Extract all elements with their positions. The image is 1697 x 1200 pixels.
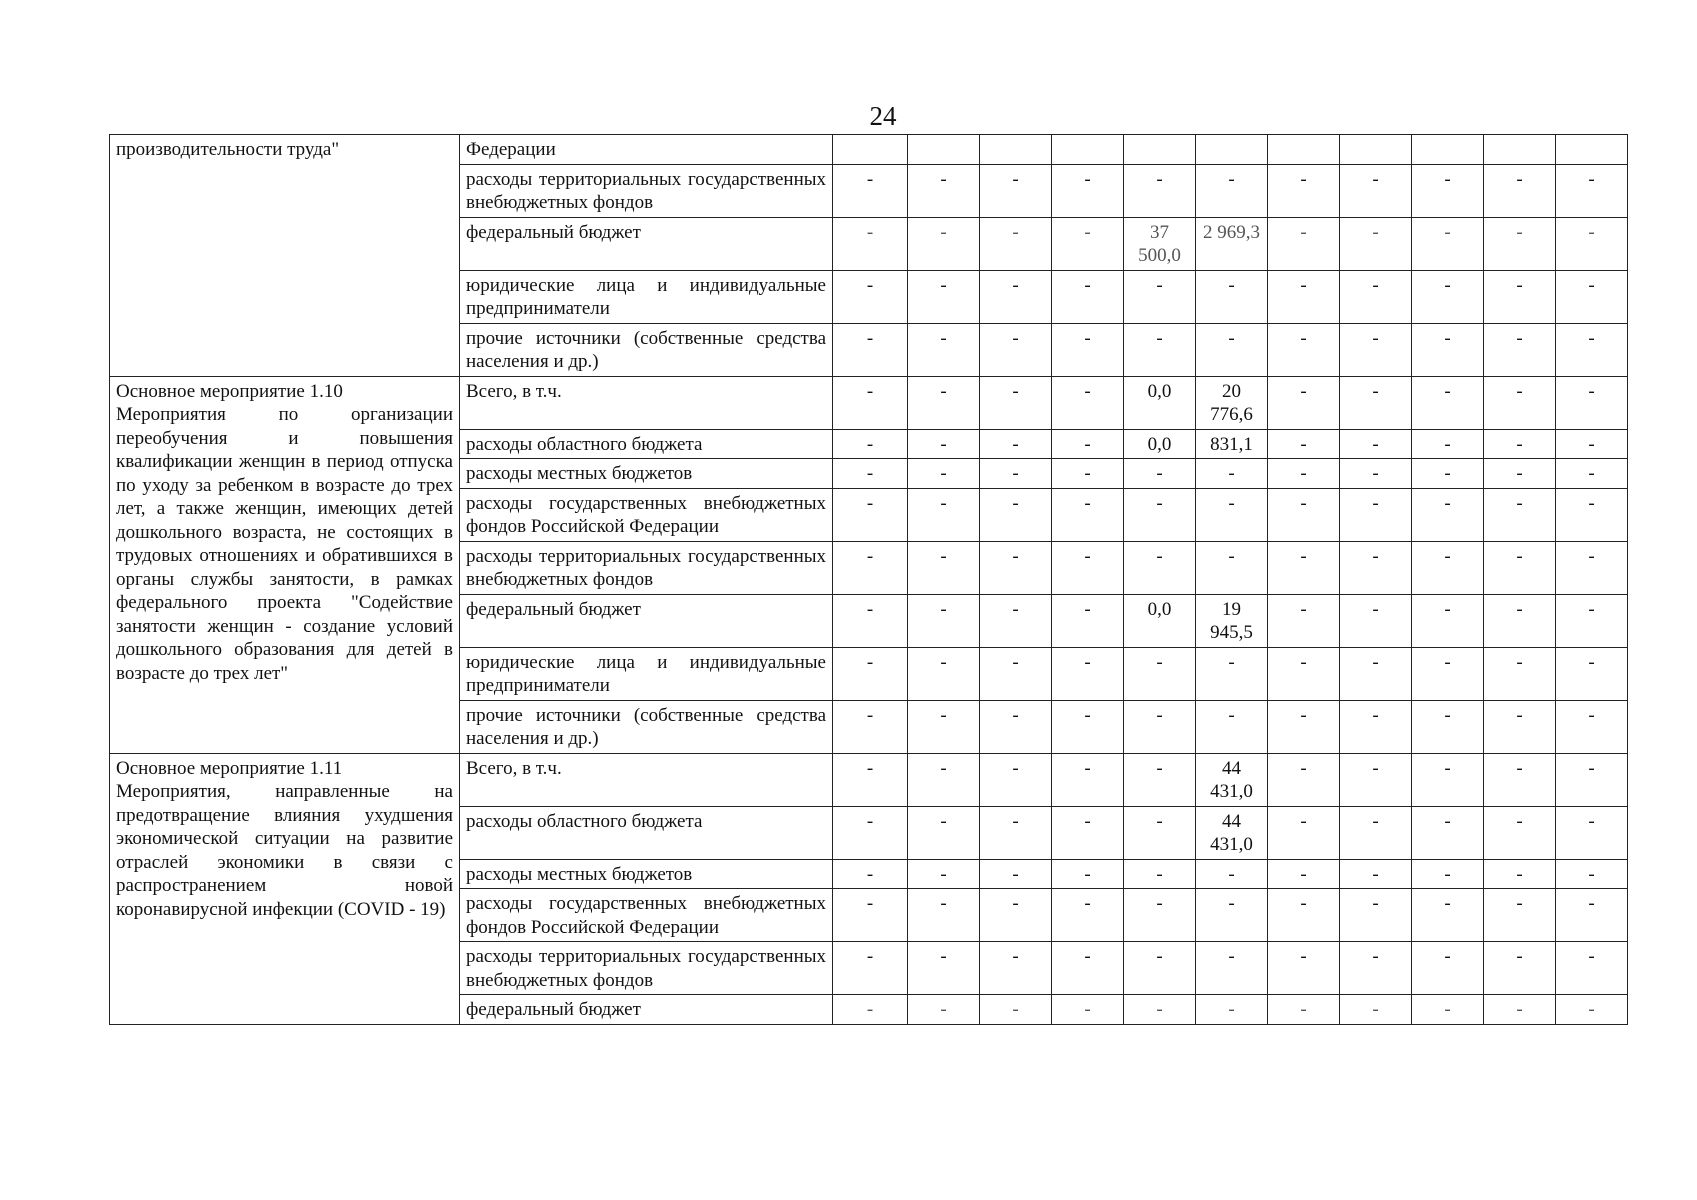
value-cell: -	[1484, 217, 1556, 270]
value-cell: -	[908, 753, 980, 806]
activity-description: Мероприятия по организации переобучения и повышения квалификации женщин в период отпуска по уходу за ребенком в возрасте до трех лет, а также женщин, имеющих детей дошкольного возраста, не состоящих в трудовых отношениях и обратившихся в органы службы занятости, в рамках федерального проекта "Содействие занятости женщин - создание условий дошкольного образования для детей в возрасте до трех лет"	[116, 404, 453, 684]
value-cell: -	[833, 217, 908, 270]
value-cell: 0,0	[1124, 376, 1196, 429]
value-cell: -	[1412, 647, 1484, 700]
value-cell: -	[1340, 700, 1412, 753]
value-cell: 0,0	[1124, 429, 1196, 459]
value-cell: -	[1340, 753, 1412, 806]
value-cell: -	[980, 164, 1052, 217]
value-cell: -	[1412, 995, 1484, 1025]
value-cell: -	[1484, 459, 1556, 489]
value-cell: 44 431,0	[1196, 753, 1268, 806]
value-cell	[980, 135, 1052, 165]
value-cell: -	[1124, 488, 1196, 541]
value-cell: -	[1340, 376, 1412, 429]
value-cell: -	[908, 164, 980, 217]
value-cell: -	[1556, 594, 1628, 647]
value-cell: -	[1484, 376, 1556, 429]
funding-source-cell: расходы территориальных государственных внебюджетных фондов	[460, 164, 833, 217]
value-cell: -	[1124, 859, 1196, 889]
value-cell: -	[1340, 459, 1412, 489]
funding-source-cell: расходы территориальных государственных внебюджетных фондов	[460, 942, 833, 995]
value-cell: -	[1556, 376, 1628, 429]
funding-source-cell: юридические лица и индивидуальные предприниматели	[460, 270, 833, 323]
value-cell: -	[980, 700, 1052, 753]
value-cell: -	[1052, 217, 1124, 270]
budget-table-body	[110, 135, 1628, 1025]
value-cell: -	[1268, 647, 1340, 700]
value-cell: -	[833, 942, 908, 995]
value-cell: -	[980, 376, 1052, 429]
value-cell: -	[1052, 700, 1124, 753]
value-cell: -	[833, 700, 908, 753]
value-cell: -	[1196, 488, 1268, 541]
value-cell: -	[1340, 942, 1412, 995]
value-cell: -	[908, 995, 980, 1025]
activity-title: Основное мероприятие 1.10	[116, 380, 343, 402]
value-cell: -	[1268, 459, 1340, 489]
value-cell: -	[1340, 594, 1412, 647]
value-cell	[908, 135, 980, 165]
funding-source-cell: Всего, в т.ч.	[460, 376, 833, 429]
value-cell: -	[1556, 541, 1628, 594]
value-cell: -	[1412, 429, 1484, 459]
value-cell: -	[1124, 806, 1196, 859]
value-cell: -	[1268, 995, 1340, 1025]
value-cell: -	[833, 889, 908, 942]
value-cell: -	[1124, 164, 1196, 217]
funding-source-cell: расходы областного бюджета	[460, 429, 833, 459]
value-cell: -	[1052, 459, 1124, 489]
value-cell: -	[980, 859, 1052, 889]
value-cell: -	[1052, 889, 1124, 942]
value-cell	[1196, 135, 1268, 165]
value-cell: -	[980, 541, 1052, 594]
value-cell: -	[1268, 594, 1340, 647]
value-cell: -	[1196, 459, 1268, 489]
value-cell	[1124, 135, 1196, 165]
value-cell: -	[1340, 859, 1412, 889]
value-cell: -	[1484, 700, 1556, 753]
value-cell: -	[908, 323, 980, 376]
value-cell: 831,1	[1196, 429, 1268, 459]
activity-title: производительности труда"	[116, 139, 340, 160]
value-cell: -	[908, 942, 980, 995]
value-cell: -	[1052, 323, 1124, 376]
value-cell: -	[833, 647, 908, 700]
value-cell	[1340, 135, 1412, 165]
value-cell: -	[833, 164, 908, 217]
value-cell: -	[833, 594, 908, 647]
value-cell: -	[833, 323, 908, 376]
value-cell: -	[1196, 541, 1268, 594]
value-cell: -	[1268, 889, 1340, 942]
value-cell: -	[1412, 942, 1484, 995]
value-cell: -	[1412, 859, 1484, 889]
value-cell: -	[1124, 459, 1196, 489]
value-cell: -	[1484, 647, 1556, 700]
value-cell: -	[980, 217, 1052, 270]
value-cell: -	[833, 459, 908, 489]
value-cell: -	[1556, 164, 1628, 217]
value-cell: -	[1124, 323, 1196, 376]
value-cell: -	[833, 753, 908, 806]
value-cell: -	[1340, 647, 1412, 700]
value-cell: -	[1556, 806, 1628, 859]
value-cell: -	[1412, 594, 1484, 647]
value-cell: -	[908, 700, 980, 753]
value-cell: -	[980, 459, 1052, 489]
funding-source-cell: федеральный бюджет	[460, 594, 833, 647]
value-cell: -	[908, 376, 980, 429]
value-cell: -	[980, 647, 1052, 700]
value-cell: -	[1268, 806, 1340, 859]
value-cell: -	[1268, 164, 1340, 217]
value-cell: -	[908, 806, 980, 859]
value-cell: 44 431,0	[1196, 806, 1268, 859]
value-cell: -	[1340, 323, 1412, 376]
value-cell: -	[1124, 995, 1196, 1025]
funding-source-cell: федеральный бюджет	[460, 217, 833, 270]
value-cell: -	[1412, 753, 1484, 806]
value-cell: -	[1268, 942, 1340, 995]
value-cell: -	[1124, 700, 1196, 753]
value-cell: -	[1556, 217, 1628, 270]
value-cell: -	[1556, 488, 1628, 541]
funding-source-cell: федеральный бюджет	[460, 995, 833, 1025]
value-cell: -	[1124, 942, 1196, 995]
value-cell: -	[1556, 429, 1628, 459]
funding-source-cell: прочие источники (собственные средства населения и др.)	[460, 700, 833, 753]
value-cell: -	[1412, 217, 1484, 270]
funding-source-cell: расходы областного бюджета	[460, 806, 833, 859]
value-cell: -	[1052, 806, 1124, 859]
value-cell	[1268, 135, 1340, 165]
value-cell: -	[980, 889, 1052, 942]
value-cell: -	[1196, 995, 1268, 1025]
value-cell: -	[1052, 429, 1124, 459]
value-cell: -	[1268, 323, 1340, 376]
value-cell	[1412, 135, 1484, 165]
funding-source-cell: юридические лица и индивидуальные предприниматели	[460, 647, 833, 700]
value-cell: -	[1556, 889, 1628, 942]
value-cell: -	[1268, 753, 1340, 806]
value-cell: -	[980, 594, 1052, 647]
value-cell: -	[1340, 164, 1412, 217]
value-cell: -	[1340, 541, 1412, 594]
value-cell: -	[1340, 217, 1412, 270]
value-cell: -	[1484, 806, 1556, 859]
value-cell: -	[1556, 459, 1628, 489]
value-cell: -	[1556, 323, 1628, 376]
value-cell: -	[1124, 647, 1196, 700]
value-cell: -	[1340, 806, 1412, 859]
value-cell: -	[1268, 859, 1340, 889]
value-cell: -	[833, 488, 908, 541]
value-cell: -	[1412, 488, 1484, 541]
value-cell: -	[980, 270, 1052, 323]
value-cell: -	[1268, 376, 1340, 429]
value-cell: -	[1484, 541, 1556, 594]
value-cell: -	[1052, 753, 1124, 806]
value-cell: -	[1412, 889, 1484, 942]
activity-description: Мероприятия, направленные на предотвращение влияния ухудшения экономической ситуации на развитие отраслей экономики в связи с распространением новой коронавирусной инфекции (COVID - 19)	[116, 781, 453, 920]
value-cell: -	[1196, 889, 1268, 942]
funding-source-cell: расходы государственных внебюджетных фондов Российской Федерации	[460, 889, 833, 942]
value-cell: -	[1556, 995, 1628, 1025]
value-cell: -	[833, 376, 908, 429]
value-cell: -	[1412, 164, 1484, 217]
value-cell: -	[1268, 270, 1340, 323]
value-cell: -	[980, 488, 1052, 541]
value-cell: -	[1340, 488, 1412, 541]
value-cell: -	[1052, 859, 1124, 889]
value-cell: -	[1340, 270, 1412, 323]
value-cell: 19 945,5	[1196, 594, 1268, 647]
value-cell: -	[1412, 700, 1484, 753]
value-cell: -	[1340, 889, 1412, 942]
value-cell: 2 969,3	[1196, 217, 1268, 270]
value-cell: 37 500,0	[1124, 217, 1196, 270]
value-cell: -	[1556, 859, 1628, 889]
value-cell: -	[1412, 459, 1484, 489]
value-cell: -	[908, 429, 980, 459]
value-cell: -	[1484, 753, 1556, 806]
value-cell: -	[980, 323, 1052, 376]
value-cell: -	[1556, 270, 1628, 323]
value-cell: -	[1484, 429, 1556, 459]
value-cell: -	[1052, 376, 1124, 429]
value-cell: -	[1196, 323, 1268, 376]
value-cell	[1052, 135, 1124, 165]
value-cell: -	[1484, 488, 1556, 541]
value-cell: -	[1340, 995, 1412, 1025]
value-cell: 0,0	[1124, 594, 1196, 647]
value-cell: -	[1052, 995, 1124, 1025]
value-cell: -	[1052, 541, 1124, 594]
table-row	[110, 135, 1628, 165]
funding-source-cell: расходы государственных внебюджетных фондов Российской Федерации	[460, 488, 833, 541]
funding-source-cell: расходы местных бюджетов	[460, 459, 833, 489]
value-cell: -	[908, 459, 980, 489]
value-cell: -	[1196, 647, 1268, 700]
value-cell: -	[1268, 429, 1340, 459]
budget-table	[109, 134, 1628, 1025]
activity-name-cell	[110, 376, 460, 753]
value-cell: -	[980, 942, 1052, 995]
value-cell: -	[1484, 270, 1556, 323]
value-cell: -	[1556, 942, 1628, 995]
value-cell: -	[980, 429, 1052, 459]
value-cell: -	[833, 541, 908, 594]
value-cell: -	[908, 859, 980, 889]
value-cell: -	[1196, 942, 1268, 995]
value-cell: -	[1412, 270, 1484, 323]
value-cell: -	[1052, 594, 1124, 647]
funding-source-cell: Всего, в т.ч.	[460, 753, 833, 806]
value-cell: -	[908, 889, 980, 942]
value-cell: -	[833, 995, 908, 1025]
value-cell: -	[1268, 700, 1340, 753]
value-cell: -	[1484, 859, 1556, 889]
value-cell: 20 776,6	[1196, 376, 1268, 429]
activity-name-cell	[110, 753, 460, 1024]
value-cell: -	[1196, 270, 1268, 323]
activity-name-cell	[110, 135, 460, 377]
value-cell: -	[1484, 942, 1556, 995]
value-cell: -	[1124, 889, 1196, 942]
value-cell: -	[1196, 164, 1268, 217]
activity-title: Основное мероприятие 1.11	[116, 757, 343, 779]
value-cell: -	[1124, 541, 1196, 594]
value-cell: -	[1484, 995, 1556, 1025]
value-cell: -	[980, 806, 1052, 859]
value-cell: -	[833, 806, 908, 859]
value-cell: -	[908, 541, 980, 594]
value-cell: -	[908, 488, 980, 541]
value-cell: -	[908, 594, 980, 647]
value-cell: -	[1556, 647, 1628, 700]
value-cell: -	[833, 429, 908, 459]
table-row	[110, 753, 1628, 806]
table-row	[110, 376, 1628, 429]
value-cell: -	[908, 270, 980, 323]
value-cell: -	[1412, 806, 1484, 859]
value-cell: -	[833, 859, 908, 889]
value-cell: -	[1052, 270, 1124, 323]
funding-source-cell: прочие источники (собственные средства населения и др.)	[460, 323, 833, 376]
value-cell: -	[908, 647, 980, 700]
value-cell: -	[1340, 429, 1412, 459]
funding-source-cell: расходы территориальных государственных внебюджетных фондов	[460, 541, 833, 594]
value-cell: -	[1484, 164, 1556, 217]
page-number: 24	[869, 101, 897, 131]
funding-source-cell: Федерации	[460, 135, 833, 165]
value-cell: -	[980, 753, 1052, 806]
value-cell: -	[908, 217, 980, 270]
value-cell	[1556, 135, 1628, 165]
value-cell: -	[1196, 859, 1268, 889]
value-cell	[1484, 135, 1556, 165]
value-cell: -	[1412, 323, 1484, 376]
value-cell: -	[1556, 700, 1628, 753]
value-cell: -	[1412, 541, 1484, 594]
value-cell: -	[1412, 376, 1484, 429]
value-cell: -	[1268, 541, 1340, 594]
value-cell: -	[1484, 889, 1556, 942]
value-cell: -	[1196, 700, 1268, 753]
value-cell: -	[1268, 217, 1340, 270]
value-cell: -	[1484, 323, 1556, 376]
value-cell: -	[1052, 647, 1124, 700]
funding-source-cell: расходы местных бюджетов	[460, 859, 833, 889]
value-cell: -	[1052, 164, 1124, 217]
value-cell: -	[1052, 488, 1124, 541]
value-cell: -	[1052, 942, 1124, 995]
value-cell	[833, 135, 908, 165]
value-cell: -	[1124, 270, 1196, 323]
value-cell: -	[1268, 488, 1340, 541]
value-cell: -	[1556, 753, 1628, 806]
value-cell: -	[1484, 594, 1556, 647]
value-cell: -	[980, 995, 1052, 1025]
value-cell: -	[833, 270, 908, 323]
value-cell: -	[1124, 753, 1196, 806]
